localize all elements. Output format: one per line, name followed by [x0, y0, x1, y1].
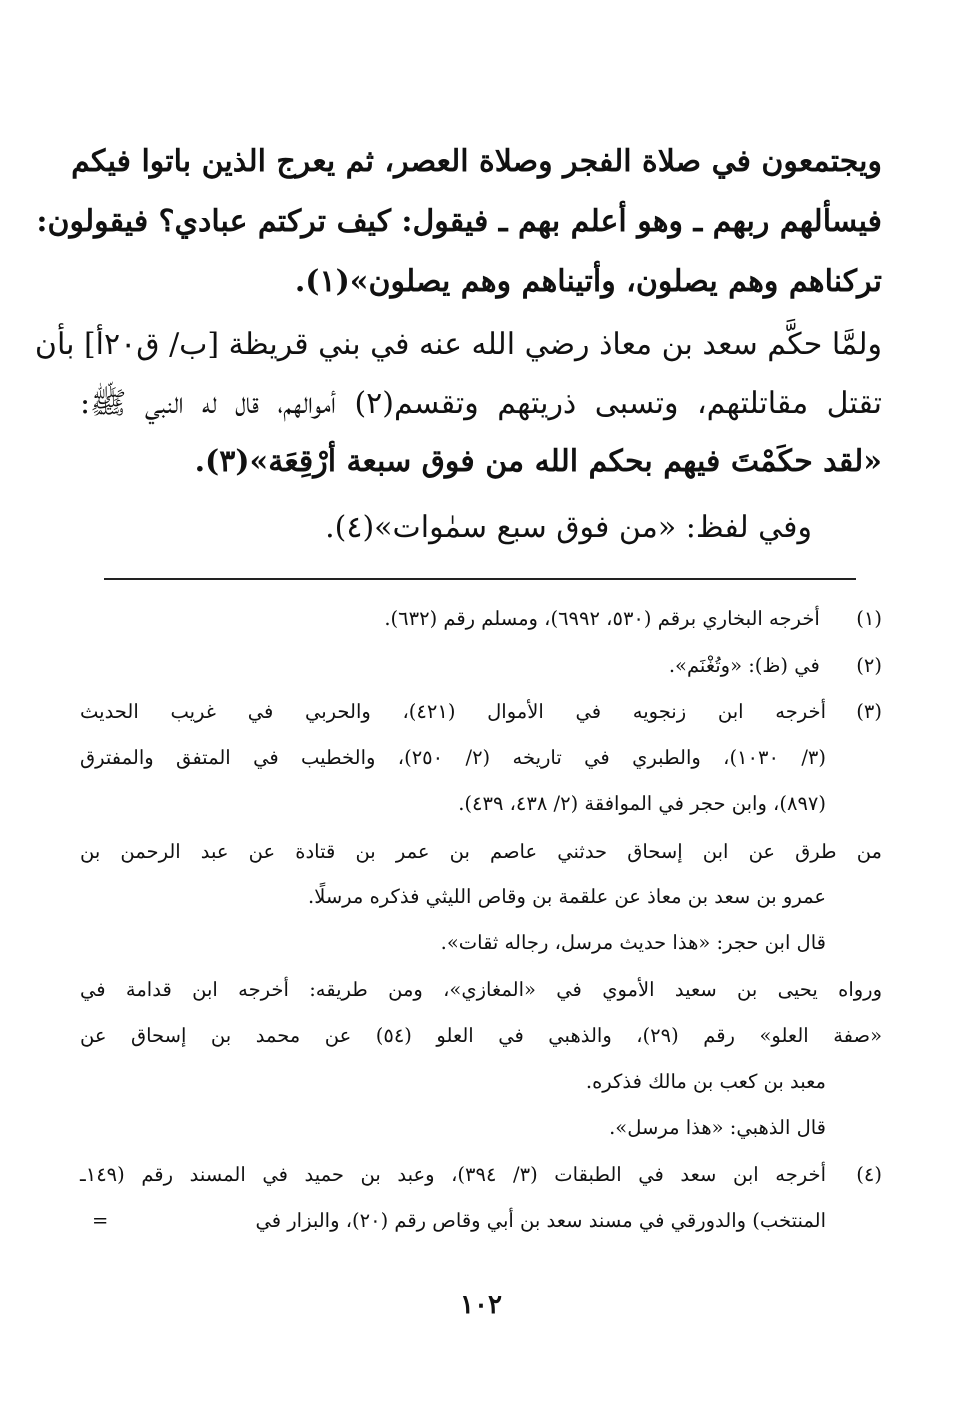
main-text-line: تقتل مقاتلتهم، وتسبى ذريتهم وتقسم(٢) أموالهم، قال له النبي ﷺ: — [80, 386, 882, 421]
main-text-line: وفي لفظ: «من فوق سبع سمٰوات»(٤). — [325, 510, 812, 545]
footnote-text: في (ظ): «وتُغْنَم». — [668, 654, 820, 677]
main-text-line: «لقد حكَمْتَ فيهم بحكم الله من فوق سبعة أرْقِعَة»(٣). — [194, 444, 882, 479]
footnote-text-line: قال الذهبي: «هذا مرسل». — [609, 1116, 826, 1139]
footnote-text-line: معبد بن كعب بن مالك فذكره. — [585, 1070, 826, 1093]
main-text-line: فيسألهم ربهم ـ وهو أعلم بهم ـ فيقول: كيف تركتم عبادي؟ فيقولون: — [36, 204, 882, 239]
main-text-line: ولمَّا حكَّم سعد بن معاذ رضي الله عنه في بني قريظة [ب/ ق٢٠أ] بأن — [34, 327, 882, 362]
footnote-text-line: (٣/ ١٠٣٠)، والطبري في تاريخه (٢/ ٢٥٠)، والخطيب في المتفق والمفترق — [80, 746, 826, 769]
footnote-text-line: المنتخب) والدورقي في مسند سعد بن أبي وقاص رقم (٢٠)، والبزار في — [255, 1209, 826, 1232]
main-text-line: ويجتمعون في صلاة الفجر وصلاة العصر، ثم يعرج الذين باتوا فيكم — [71, 144, 882, 179]
page-number: ١٠٢ — [460, 1290, 502, 1320]
footnote-text-line: «صفة العلو» رقم (٢٩)، والذهبي في العلو (٥٤) عن محمد بن إسحاق عن — [80, 1024, 882, 1047]
footnote-text-line: (٨٩٧)، وابن حجر في الموافقة (٢/ ٤٣٨، ٤٣٩). — [458, 792, 826, 815]
footnote-text-line: أخرجه ابن سعد في الطبقات (٣/ ٣٩٤)، وعبد بن حميد في المسند رقم (١٤٩ـ — [80, 1163, 826, 1186]
main-text-line: تركناهم وهم يصلون، وأتيناهم وهم يصلون»(١). — [294, 264, 882, 299]
footnote-divider — [104, 578, 856, 580]
footnote-2 — [80, 653, 882, 678]
footnote-number: (٤) — [856, 1163, 882, 1186]
footnote-1 — [80, 606, 882, 631]
footnote-number: (٣) — [856, 700, 882, 723]
footnote-number: (١) — [856, 607, 882, 630]
continuation-mark: = — [92, 1209, 109, 1232]
footnote-text-line: قال ابن حجر: «هذا حديث مرسل، رجاله ثقات». — [440, 931, 826, 954]
footnote-text-line: ورواه يحيى بن سعيد الأموي في «المغازي»، ومن طريقه: أخرجه ابن قدامة في — [80, 978, 882, 1001]
footnote-text-line: عمرو بن سعد بن معاذ عن علقمة بن وقاص الليثي فذكره مرسلًا. — [308, 885, 826, 908]
footnote-text-line: من طرق عن ابن إسحاق حدثني عاصم بن عمر بن قتادة عن عبد الرحمن بن — [80, 840, 882, 863]
footnote-number: (٢) — [856, 654, 882, 677]
footnote-text-line: أخرجه ابن زنجويه في الأموال (٤٢١)، والحربي في غريب الحديث — [80, 700, 826, 723]
footnote-text: أخرجه البخاري برقم (٥٣٠، ٦٩٩٢)، ومسلم رقم (٦٣٢). — [384, 607, 820, 630]
